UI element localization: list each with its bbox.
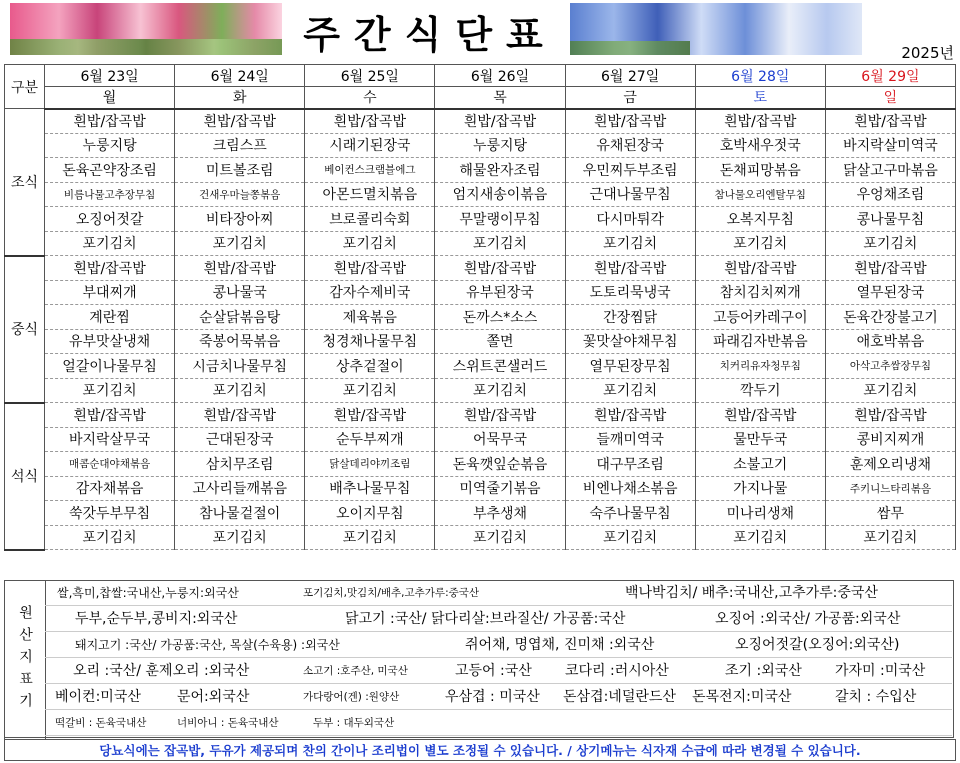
- year-label: 2025년: [901, 44, 954, 62]
- menu-cell: 고등어카레구이: [695, 305, 825, 330]
- menu-cell: 콩나물국: [175, 280, 305, 305]
- menu-cell: 돈육깻잎순볶음: [435, 452, 565, 477]
- origin-item: 두부 : 대두외국산: [313, 717, 395, 729]
- menu-cell: 비타장아찌: [175, 207, 305, 232]
- menu-cell: 포기김치: [825, 231, 955, 256]
- origin-item: 쌀,흑미,찹쌀:국내산,누룽지:외국산: [57, 586, 239, 600]
- menu-cell: 쫄면: [435, 329, 565, 354]
- origin-item: 두부,순두부,콩비지:외국산: [75, 611, 238, 627]
- menu-cell: 무말랭이무침: [435, 207, 565, 232]
- menu-cell: 흰밥/잡곡밥: [825, 403, 955, 428]
- origin-item: 소고기 :호주산, 미국산: [303, 665, 408, 677]
- menu-cell: 닭살데리야끼조림: [305, 452, 435, 477]
- menu-cell: 미트볼조림: [175, 158, 305, 183]
- menu-cell: 닭살고구마볶음: [825, 158, 955, 183]
- weekday-header: 월: [45, 87, 175, 109]
- menu-cell: 미나리생채: [695, 501, 825, 526]
- menu-cell: 포기김치: [305, 231, 435, 256]
- menu-cell: 꽃맛살야채무침: [565, 329, 695, 354]
- menu-cell: 흰밥/잡곡밥: [695, 256, 825, 281]
- menu-cell: 흰밥/잡곡밥: [175, 403, 305, 428]
- menu-cell: 돈육곤약장조림: [45, 158, 175, 183]
- menu-cell: 돈까스*소스: [435, 305, 565, 330]
- menu-cell: 삼치무조림: [175, 452, 305, 477]
- origin-row: [45, 712, 952, 736]
- origin-item: 포기김치,맛김치/배추,고추가루:중국산: [303, 587, 480, 599]
- menu-cell: 파래김자반볶음: [695, 329, 825, 354]
- menu-cell: 소불고기: [695, 452, 825, 477]
- origin-item: 갈치 : 수입산: [835, 689, 917, 705]
- menu-cell: 포기김치: [305, 378, 435, 403]
- menu-cell: 들깨미역국: [565, 427, 695, 452]
- menu-cell: 돈육간장불고기: [825, 305, 955, 330]
- origin-item: 쥐어채, 명엽채, 진미채 :외국산: [465, 637, 655, 653]
- menu-cell: 콩나물무침: [825, 207, 955, 232]
- menu-cell: 우민찌두부조림: [565, 158, 695, 183]
- menu-cell: 부대찌개: [45, 280, 175, 305]
- origin-row: [45, 634, 952, 658]
- menu-cell: 돈채피망볶음: [695, 158, 825, 183]
- origin-item: 가다랑어(겐) :원양산: [303, 691, 400, 703]
- menu-cell: 다시마튀각: [565, 207, 695, 232]
- menu-cell: 포기김치: [565, 231, 695, 256]
- weekday-header: 목: [435, 87, 565, 109]
- menu-cell: 근대된장국: [175, 427, 305, 452]
- origin-row: [45, 660, 952, 684]
- menu-cell: 훈제오리냉채: [825, 452, 955, 477]
- menu-cell: 포기김치: [435, 378, 565, 403]
- menu-cell: 흰밥/잡곡밥: [305, 403, 435, 428]
- menu-cell: 유부맛살냉채: [45, 329, 175, 354]
- menu-cell: 대구무조림: [565, 452, 695, 477]
- menu-cell: 오징어젓갈: [45, 207, 175, 232]
- menu-cell: 베이컨스크램블에그: [305, 158, 435, 183]
- menu-cell: 흰밥/잡곡밥: [435, 403, 565, 428]
- menu-cell: 열무된장국: [825, 280, 955, 305]
- menu-cell: 가지나물: [695, 476, 825, 501]
- menu-cell: 흰밥/잡곡밥: [435, 109, 565, 134]
- origin-item: 돼지고기 :국산/ 가공품:국산, 목살(수육용) :외국산: [75, 638, 340, 652]
- menu-cell: 어묵무국: [435, 427, 565, 452]
- date-header: 6월 23일: [45, 65, 175, 87]
- menu-cell: 흰밥/잡곡밥: [565, 109, 695, 134]
- menu-cell: 브로콜리숙회: [305, 207, 435, 232]
- menu-cell: 흰밥/잡곡밥: [305, 109, 435, 134]
- menu-cell: 포기김치: [825, 525, 955, 550]
- menu-cell: 오복지무침: [695, 207, 825, 232]
- menu-cell: 근대나물무침: [565, 182, 695, 207]
- weekday-header: 토: [695, 87, 825, 109]
- menu-cell: 참치김치찌개: [695, 280, 825, 305]
- menu-cell: 애호박볶음: [825, 329, 955, 354]
- menu-cell: 흰밥/잡곡밥: [695, 109, 825, 134]
- origin-row: [45, 686, 952, 710]
- menu-cell: 흰밥/잡곡밥: [45, 109, 175, 134]
- origin-item: 오리 :국산/ 훈제오리 :외국산: [73, 663, 250, 679]
- origin-item: 오징어젓갈(오징어:외국산): [735, 637, 900, 653]
- menu-cell: 포기김치: [175, 525, 305, 550]
- menu-cell: 흰밥/잡곡밥: [695, 403, 825, 428]
- menu-cell: 포기김치: [45, 231, 175, 256]
- menu-cell: 쌈무: [825, 501, 955, 526]
- footer-note: 당뇨식에는 잡곡밥, 두유가 제공되며 찬의 간이나 조리법이 별도 조정될 수 있습니다. / 상기메뉴는 식자재 수급에 따라 변경될 수 있습니다.: [4, 739, 956, 761]
- menu-cell: 포기김치: [45, 525, 175, 550]
- origin-item: 백나박김치/ 배추:국내산,고추가루:중국산: [625, 585, 878, 601]
- origin-item: 고등어 :국산: [455, 663, 532, 679]
- menu-cell: 흰밥/잡곡밥: [565, 403, 695, 428]
- origin-item: 코다리 :러시아산: [565, 663, 669, 679]
- date-header: 6월 28일: [695, 65, 825, 87]
- menu-cell: 해물완자조림: [435, 158, 565, 183]
- menu-table: [4, 64, 956, 551]
- menu-cell: 흰밥/잡곡밥: [175, 256, 305, 281]
- origin-item: 가자미 :미국산: [835, 663, 926, 679]
- menu-cell: 주키니느타리볶음: [825, 476, 955, 501]
- menu-cell: 포기김치: [175, 231, 305, 256]
- menu-cell: 오이지무침: [305, 501, 435, 526]
- menu-cell: 흰밥/잡곡밥: [435, 256, 565, 281]
- menu-cell: 포기김치: [565, 378, 695, 403]
- page-title: 주간식단표: [303, 13, 557, 57]
- menu-cell: 시금치나물무침: [175, 354, 305, 379]
- meal-label: 석식: [5, 403, 45, 550]
- corner-label: 구분: [5, 65, 45, 109]
- menu-cell: 흰밥/잡곡밥: [825, 256, 955, 281]
- menu-cell: 포기김치: [565, 525, 695, 550]
- menu-cell: 포기김치: [435, 231, 565, 256]
- menu-cell: 시래기된장국: [305, 133, 435, 158]
- menu-cell: 흰밥/잡곡밥: [565, 256, 695, 281]
- origin-item: 조기 :외국산: [725, 663, 802, 679]
- menu-cell: 참나물오리엔탈무침: [695, 182, 825, 207]
- header-banner: [0, 0, 960, 62]
- menu-cell: 간장찜닭: [565, 305, 695, 330]
- menu-cell: 포기김치: [305, 525, 435, 550]
- menu-cell: 포기김치: [435, 525, 565, 550]
- date-header: 6월 29일: [825, 65, 955, 87]
- hydrangea-photo-right: [570, 3, 862, 55]
- menu-cell: 참나물겉절이: [175, 501, 305, 526]
- menu-cell: 숙주나물무침: [565, 501, 695, 526]
- menu-cell: 감자채볶음: [45, 476, 175, 501]
- menu-cell: 호박새우젓국: [695, 133, 825, 158]
- date-header: 6월 24일: [175, 65, 305, 87]
- menu-cell: 우엉채조림: [825, 182, 955, 207]
- origin-item: 돈목전지:미국산: [692, 689, 792, 705]
- weekday-header: 금: [565, 87, 695, 109]
- origin-item: 오징어 :외국산/ 가공품:외국산: [715, 611, 901, 627]
- weekday-header: 일: [825, 87, 955, 109]
- menu-cell: 치커리유자청무침: [695, 354, 825, 379]
- menu-cell: 포기김치: [695, 231, 825, 256]
- menu-cell: 포기김치: [695, 525, 825, 550]
- menu-cell: 아몬드멸치볶음: [305, 182, 435, 207]
- menu-cell: 크림스프: [175, 133, 305, 158]
- menu-cell: 청경채나물무침: [305, 329, 435, 354]
- menu-cell: 물만두국: [695, 427, 825, 452]
- menu-cell: 열무된장무침: [565, 354, 695, 379]
- menu-cell: 상추겉절이: [305, 354, 435, 379]
- menu-cell: 고사리들깨볶음: [175, 476, 305, 501]
- meal-label: 조식: [5, 109, 45, 256]
- menu-cell: 순살닭볶음탕: [175, 305, 305, 330]
- meal-label: 중식: [5, 256, 45, 403]
- menu-cell: 유채된장국: [565, 133, 695, 158]
- menu-cell: 흰밥/잡곡밥: [45, 403, 175, 428]
- menu-cell: 흰밥/잡곡밥: [45, 256, 175, 281]
- menu-cell: 흰밥/잡곡밥: [825, 109, 955, 134]
- menu-cell: 순두부찌개: [305, 427, 435, 452]
- weekday-header: 화: [175, 87, 305, 109]
- origin-row: [45, 608, 952, 632]
- menu-cell: 콩비지찌개: [825, 427, 955, 452]
- menu-cell: 죽봉어묵볶음: [175, 329, 305, 354]
- origin-label: 원산지표기: [4, 580, 46, 740]
- menu-cell: 얼갈이나물무침: [45, 354, 175, 379]
- origin-item: 떡갈비 : 돈육국내산: [55, 717, 147, 729]
- menu-cell: 비름나물고추장무침: [45, 182, 175, 207]
- menu-cell: 아삭고추쌈장무침: [825, 354, 955, 379]
- origin-item: 닭고기 :국산/ 닭다리살:브라질산/ 가공품:국산: [345, 611, 626, 627]
- origin-item: 우삼겹 : 미국산: [445, 689, 540, 705]
- menu-cell: 감자수제비국: [305, 280, 435, 305]
- menu-cell: 깍두기: [695, 378, 825, 403]
- menu-cell: 매콤순대야채볶음: [45, 452, 175, 477]
- menu-cell: 쑥갓두부무침: [45, 501, 175, 526]
- date-header: 6월 27일: [565, 65, 695, 87]
- menu-cell: 누룽지탕: [435, 133, 565, 158]
- date-header: 6월 25일: [305, 65, 435, 87]
- date-header: 6월 26일: [435, 65, 565, 87]
- menu-cell: 도토리묵냉국: [565, 280, 695, 305]
- weekday-header: 수: [305, 87, 435, 109]
- menu-cell: 유부된장국: [435, 280, 565, 305]
- menu-cell: 미역줄기볶음: [435, 476, 565, 501]
- origin-item: 돈삼겹:네덜란드산: [563, 689, 676, 705]
- menu-cell: 비엔나채소볶음: [565, 476, 695, 501]
- menu-cell: 스위트콘샐러드: [435, 354, 565, 379]
- menu-cell: 바지락살무국: [45, 427, 175, 452]
- menu-cell: 바지락살미역국: [825, 133, 955, 158]
- menu-cell: 포기김치: [175, 378, 305, 403]
- menu-cell: 포기김치: [825, 378, 955, 403]
- menu-cell: 누룽지탕: [45, 133, 175, 158]
- origin-row: [45, 582, 952, 606]
- menu-cell: 엄지새송이볶음: [435, 182, 565, 207]
- menu-cell: 배추나물무침: [305, 476, 435, 501]
- menu-cell: 포기김치: [45, 378, 175, 403]
- origin-item: 문어:외국산: [177, 689, 250, 705]
- menu-cell: 흰밥/잡곡밥: [305, 256, 435, 281]
- menu-cell: 부추생채: [435, 501, 565, 526]
- origin-item: 베이컨:미국산: [55, 689, 141, 705]
- menu-cell: 제육볶음: [305, 305, 435, 330]
- origin-item: 너비아니 : 돈육국내산: [177, 717, 279, 729]
- menu-cell: 계란찜: [45, 305, 175, 330]
- menu-cell: 흰밥/잡곡밥: [175, 109, 305, 134]
- menu-cell: 건새우마늘쫑볶음: [175, 182, 305, 207]
- flower-photo-left: [10, 3, 282, 55]
